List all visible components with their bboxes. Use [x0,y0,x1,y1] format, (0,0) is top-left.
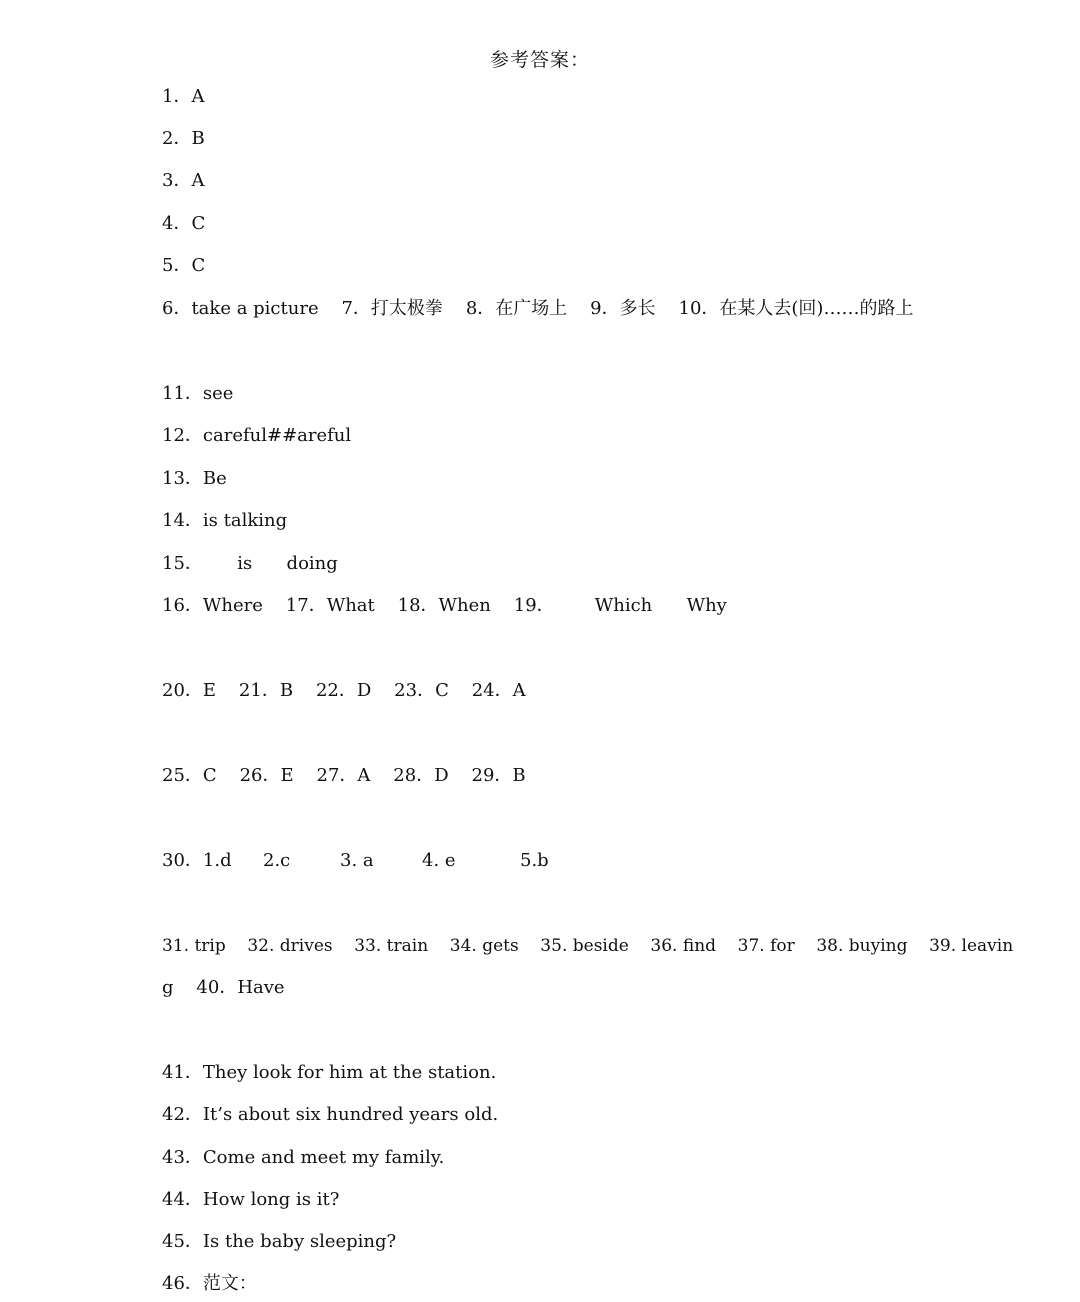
answer-line-15: 15． is doing [162,553,338,574]
answer-line-41: 41．They look for him at the station. [162,1062,497,1083]
answer-line-12: 12．careful##areful [162,425,352,446]
answer-line-11: 11．see [162,383,234,404]
answer-line-1: 1．A [162,86,205,107]
answer-line-42: 42．It’s about six hundred years old. [162,1104,499,1125]
answer-line-31: 31. trip 32. drives 33. train 34. gets 35. beside 36. find 37. for 38. buying 39. leavin [162,936,1014,956]
answer-30-part-4: 4. e [422,850,456,871]
answer-30-part-1: 30．1.d [162,850,232,871]
answer-line-30 [162,848,682,874]
answer-line-4: 4．C [162,213,206,234]
answer-line-13: 13．Be [162,468,227,489]
answer-line-20: 20．E 21．B 22．D 23．C 24．A [162,680,526,701]
answer-line-44: 44．How long is it? [162,1189,340,1210]
answer-line-3: 3．A [162,170,205,191]
answer-line-2: 2．B [162,128,205,149]
answer-line-45: 45．Is the baby sleeping? [162,1231,397,1252]
answer-30-part-5: 5.b [520,850,549,871]
answer-line-25: 25．C 26．E 27．A 28．D 29．B [162,765,526,786]
answer-30-part-3: 3. a [340,850,374,871]
answer-line-16: 16．Where 17．What 18．When 19． Which Why [162,595,727,616]
answer-line-6: 6．take a picture 7．打太极拳 8．在广场上 9．多长 10．在某人去(回)……的路上 [162,298,914,319]
answer-30-part-2: 2.c [263,850,291,871]
answer-line-43: 43．Come and meet my family. [162,1147,445,1168]
answer-line-31-cont: g 40．Have [162,977,285,998]
answer-line-14: 14．is talking [162,510,288,531]
page-title: 参考答案： [489,49,590,71]
answer-line-46: 46．范文： [162,1273,257,1294]
answer-line-5: 5．C [162,255,206,276]
